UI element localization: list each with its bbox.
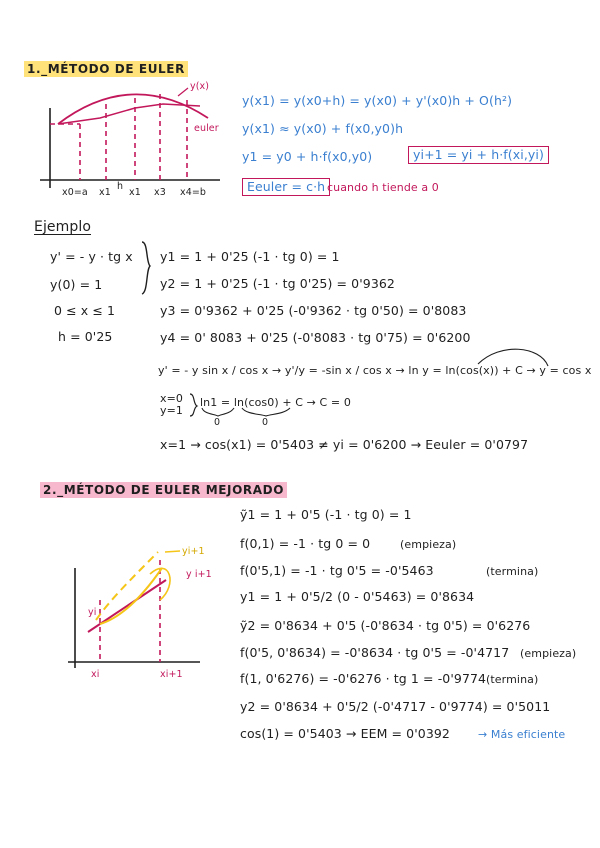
ode-solution: y' = - y sin x / cos x → y'/y = -sin x / cos x → ln y = ln(cos(x)) + C → y = cos x [158,364,592,377]
ejemplo-title: Ejemplo [34,219,92,235]
ic-y: y=1 [160,404,184,417]
euler-graph [40,88,220,188]
euler-label: euler [194,123,219,134]
em-step-1: ỹ1 = 1 + 0'5 (-1 · tg 0) = 1 [240,507,412,522]
em-step-5: ỹ2 = 0'8634 + 0'5 (-0'8634 · tg 0'5) = 0'6276 [240,618,531,633]
em-step-6: f(0'5, 0'8634) = -0'8634 · tg 0'5 = -0'4717 [240,645,510,660]
section-1-title: 1._MÉTODO DE EULER [24,61,188,77]
given-step: h = 0'25 [58,329,113,344]
em-step-2: f(0,1) = -1 · tg 0 = 0 [240,536,371,551]
section-2-title: 2._MÉTODO DE EULER MEJORADO [40,482,287,498]
axis-label-x4: x4=b [180,187,207,198]
given-ic: y(0) = 1 [50,277,103,292]
em-note-2: (termina) [486,565,539,578]
euler-step-2: y2 = 1 + 0'25 (-1 · tg 0'25) = 0'9362 [160,276,395,291]
curve-label: y(x) [190,81,210,92]
em-note-1: (empieza) [400,538,457,551]
step-formula: y1 = y0 + h·f(x0,y0) [242,149,373,164]
error-note: cuando h tiende a 0 [327,181,439,194]
graph-label-yi: yi [88,607,97,618]
em-step-9: cos(1) = 0'5403 → EEM = 0'0392 [240,726,450,741]
brace [142,242,150,294]
euler-step-1: y1 = 1 + 0'25 (-1 · tg 0) = 1 [160,249,340,264]
graph-label-yi1: y i+1 [186,569,212,580]
euler-polyline [58,104,200,124]
em-note-4: (termina) [486,673,539,686]
axis-label-h: h [117,181,124,192]
graph-label-xi1: xi+1 [160,669,183,680]
axis-label-x1: x1 [99,187,111,198]
em-step-8: y2 = 0'8634 + 0'5/2 (-0'4717 - 0'9774) = 0'5011 [240,699,551,714]
euler-step-3: y3 = 0'9362 + 0'25 (-0'9362 · tg 0'50) = 0'8083 [160,303,467,318]
ic-x: x=0 [160,392,184,405]
general-formula-box: yi+1 = yi + h·f(xi,yi) [408,146,549,164]
graph-label-ytilde: yi+1 [182,546,205,557]
ic-equation: ln1 = ln(cos0) + C → C = 0 [200,396,351,409]
em-step-7: f(1, 0'6276) = -0'6276 · tg 1 = -0'9774 [240,671,487,686]
em-note-3: (empieza) [520,647,577,660]
ic-zero-2: 0 [262,417,269,428]
ic-zero-1: 0 [214,417,221,428]
error-box: Eeuler = c·h [242,178,330,196]
taylor-formula: y(x1) = y(x0+h) = y(x0) + y'(x0)h + O(h²) [242,93,513,108]
em-step-3: f(0'5,1) = -1 · tg 0'5 = -0'5463 [240,563,434,578]
given-ode: y' = - y · tg x [50,249,133,264]
axis-label-x3: x3 [154,187,166,198]
axis-label-x2: x1 [129,187,141,198]
final-error-line: x=1 → cos(x1) = 0'5403 ≠ yi = 0'6200 → Eeuler = 0'0797 [160,437,529,452]
graph-label-xi: xi [91,669,100,680]
given-domain: 0 ≤ x ≤ 1 [54,303,116,318]
em-step-4: y1 = 1 + 0'5/2 (0 - 0'5463) = 0'8634 [240,589,475,604]
axis-label-x0: x0=a [62,187,88,198]
approx-formula: y(x1) ≈ y(x0) + f(x0,y0)h [242,121,404,136]
conclusion-note: → Más eficiente [478,728,566,741]
euler-step-4: y4 = 0' 8083 + 0'25 (-0'8083 · tg 0'75) = 0'6200 [160,330,471,345]
ic-brace [190,394,197,416]
